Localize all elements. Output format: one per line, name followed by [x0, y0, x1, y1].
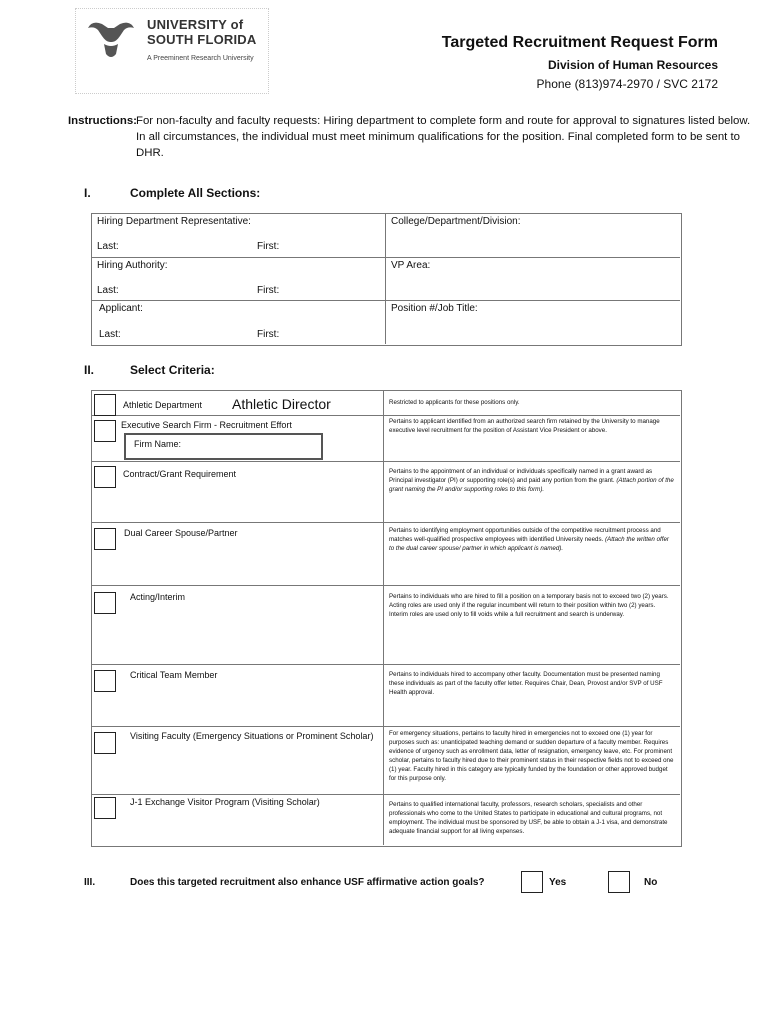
usf-bull-logo-icon	[86, 18, 136, 62]
dual-career-desc-italic: (Attach the written offer to the dual career spouse/ partner in which applicant is named).	[389, 536, 669, 552]
form-title: Targeted Recruitment Request Form	[441, 34, 718, 51]
hiring-auth-label: Hiring Authority:	[97, 260, 168, 271]
logo-wordmark	[147, 18, 256, 46]
firm-name-label: Firm Name:	[134, 439, 181, 449]
critical-team-checkbox[interactable]	[94, 670, 116, 692]
grant-checkbox[interactable]	[94, 466, 116, 488]
aa-yes-checkbox[interactable]	[521, 871, 543, 893]
applicant-first-field[interactable]: First:	[257, 329, 280, 340]
criteria-col-divider	[383, 390, 384, 845]
applicant-last-field[interactable]: Last:	[99, 329, 121, 340]
critical-team-label: Critical Team Member	[130, 670, 218, 680]
criteria-row-divider	[91, 415, 680, 416]
athletic-checkbox[interactable]	[94, 394, 116, 416]
criteria-row-divider	[91, 726, 680, 727]
acting-desc: Pertains to individuals who are hired to fill a position on a temporary basis not to exceed two (2) years. Acting roles are used only if the regular incumbent will return to their position within two (2) years. Interim roles are used only to fill voids while a full recruitment and search is underway.	[389, 593, 669, 618]
section3-question: Does this targeted recruitment also enhance USF affirmative action goals?	[130, 877, 485, 888]
grant-desc-text: Pertains to the appointment of an individual or individuals specifically named in a grant award as Principal investigator (PI) or supporting role(s) and paid any portion from the grant.	[389, 468, 653, 484]
dual-career-checkbox[interactable]	[94, 528, 116, 550]
acting-label: Acting/Interim	[130, 592, 186, 602]
j1-checkbox[interactable]	[94, 797, 116, 819]
form-phone: Phone (813)974-2970 / SVC 2172	[536, 77, 718, 91]
grant-desc-italic: (Attach portion of the grant naming the PI and/or supporting roles to this form).	[389, 477, 674, 493]
section1-table	[91, 213, 682, 346]
search-firm-label: Executive Search Firm - Recruitment Effort	[121, 420, 292, 430]
instructions-text: For non-faculty and faculty requests: Hiring department to complete form and route for approval to signatures listed below. In all circumstances, the individual must meet minimum qualifications for the position. Final completed form to be sent to DHR.	[136, 115, 751, 159]
hiring-rep-last-field[interactable]: Last:	[97, 241, 119, 252]
instructions-label: Instructions:	[68, 115, 137, 127]
dual-career-label: Dual Career Spouse/Partner	[124, 528, 238, 538]
j1-label: J-1 Exchange Visitor Program (Visiting Scholar)	[130, 797, 320, 807]
section3-number: III.	[84, 877, 96, 888]
hiring-auth-last-field[interactable]: Last:	[97, 285, 119, 296]
logo-tagline: A Preeminent Research University	[147, 55, 254, 62]
section1-title: Complete All Sections:	[130, 186, 261, 200]
section2-title: Select Criteria:	[130, 363, 215, 377]
acting-checkbox[interactable]	[94, 592, 116, 614]
section1-col-divider	[385, 213, 386, 344]
aa-yes-label: Yes	[549, 877, 567, 888]
grant-label: Contract/Grant Requirement	[123, 469, 237, 479]
visiting-faculty-desc: For emergency situations, pertains to faculty hired in emergencies not to exceed one (1) year for purposes such as: unanticipated teaching demand or sudden departure of a faculty member. Requires evidence of urgency such as enrollment data, letter of resignation, emergency leave, etc. For prominent scholar, pertains to faculty hired due to their prominent status in their respective fields not to exceed one (1) year. Faculty hired in this category are typically funded by the foundation or other approved budget for this purpose only.	[389, 730, 674, 782]
criteria-row-divider	[91, 664, 680, 665]
search-firm-checkbox[interactable]	[94, 420, 116, 442]
visiting-faculty-checkbox[interactable]	[94, 732, 116, 754]
dual-career-desc-text: Pertains to identifying employment opportunities outside of the competitive recruitment process and matches well-qualified prospective employees with identified University needs.	[389, 527, 661, 543]
section2-number: II.	[84, 363, 95, 377]
section1-row-divider	[91, 257, 680, 258]
grant-desc	[389, 467, 674, 494]
aa-no-label: No	[644, 877, 658, 888]
section1-number: I.	[84, 186, 91, 200]
applicant-label: Applicant:	[99, 303, 143, 314]
firm-name-field[interactable]	[124, 433, 323, 460]
section1-row-divider	[91, 300, 680, 301]
college-field[interactable]: College/Department/Division:	[391, 216, 521, 227]
athletic-label: Athletic Department	[123, 400, 203, 410]
hiring-rep-label: Hiring Department Representative:	[97, 216, 251, 227]
search-firm-desc: Pertains to applicant identified from an authorized search firm retained by the University to manage executive level recruitment for the position of Assistant Vice President or above.	[389, 418, 660, 434]
aa-no-checkbox[interactable]	[608, 871, 630, 893]
critical-team-desc: Pertains to individuals hired to accompany other faculty. Documentation must be presented naming these individuals as part of the faculty offer letter. Requires Chair, Dean, Provost and/or SVP of USF Health approval.	[389, 671, 663, 696]
criteria-row-divider	[91, 522, 680, 523]
instructions	[68, 113, 758, 161]
j1-desc: Pertains to qualified international faculty, professors, research scholars, specialists and other professionals who come to the United States to participate in educational and cultural programs, not employment. The individual must be sponsored by USF, be able to obtain a J-1 visa, and demonstrate adequate financial support for all living expenses.	[389, 801, 668, 835]
visiting-faculty-label: Visiting Faculty (Emergency Situations or Prominent Scholar)	[130, 731, 374, 741]
form-division: Division of Human Resources	[547, 58, 718, 72]
criteria-row-divider	[91, 461, 680, 462]
criteria-row-divider	[91, 794, 680, 795]
hiring-rep-first-field[interactable]: First:	[257, 241, 280, 252]
athletic-desc: Restricted to applicants for these positions only.	[389, 399, 520, 406]
athletic-value[interactable]: Athletic Director	[232, 396, 331, 412]
logo-line1: UNIVERSITY of	[147, 17, 244, 32]
vp-area-field[interactable]: VP Area:	[391, 260, 431, 271]
criteria-row-divider	[91, 585, 680, 586]
hiring-auth-first-field[interactable]: First:	[257, 285, 280, 296]
position-field[interactable]: Position #/Job Title:	[391, 303, 478, 314]
logo-line2: SOUTH FLORIDA	[147, 32, 257, 47]
dual-career-desc	[389, 526, 674, 553]
